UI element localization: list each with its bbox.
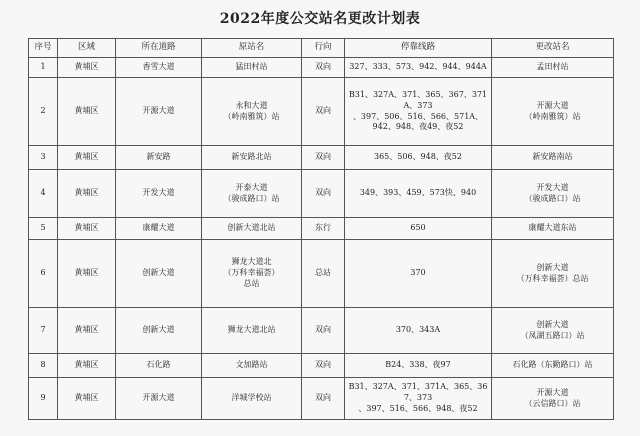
direction-cell: 双向	[302, 308, 345, 354]
direction-cell: 双向	[302, 78, 345, 146]
header-cell: 更改站名	[492, 39, 614, 58]
direction-cell: 双向	[302, 146, 345, 170]
district-cell: 黄埔区	[58, 308, 116, 354]
cell-line: 、397、516、566、948、夜52	[358, 403, 478, 413]
cell-line: B31、327A、371、365、367、371A、373	[348, 89, 488, 110]
district-cell: 黄埔区	[58, 218, 116, 240]
row-number-cell: 9	[29, 378, 58, 420]
cell-line: 370、343A	[395, 325, 441, 335]
row-number-cell: 4	[29, 170, 58, 218]
direction-cell: 东行	[302, 218, 345, 240]
new-station-name-cell	[492, 354, 614, 378]
cell-line: 新安路北站	[231, 152, 272, 162]
cell-line: 开源大道	[536, 100, 569, 110]
table-row	[29, 218, 614, 240]
header-cell: 停靠线路	[345, 39, 492, 58]
road-cell: 开发大道	[116, 170, 202, 218]
cell-line: 洋城学校站	[231, 393, 272, 403]
direction-cell: 双向	[302, 378, 345, 420]
district-cell: 黄埔区	[58, 146, 116, 170]
road-cell: 开源大道	[116, 378, 202, 420]
direction-cell: 双向	[302, 354, 345, 378]
cell-line: 、397、506、516、566、571A、	[352, 111, 484, 121]
new-station-name-cell	[492, 170, 614, 218]
cell-line: （骏成路口）站	[223, 193, 280, 203]
old-station-name-cell	[202, 78, 302, 146]
cell-line: 新安路南站	[532, 152, 573, 162]
cell-line: 349、393、459、573快、940	[359, 188, 477, 198]
row-number-cell: 5	[29, 218, 58, 240]
cell-line: 创新大道	[536, 319, 569, 329]
document-title: 2022年度公交站名更改计划表	[219, 11, 421, 27]
routes-cell	[345, 378, 492, 420]
table-header-row	[29, 39, 614, 58]
cell-line: 永和大道	[235, 100, 268, 110]
cell-line: 文加路站	[235, 360, 268, 370]
cell-line: 327、333、573、942、944、944A	[349, 62, 487, 72]
direction-cell: 双向	[302, 170, 345, 218]
cell-line: （云信路口）站	[524, 398, 581, 408]
road-cell: 香雪大道	[116, 58, 202, 78]
table-row	[29, 378, 614, 420]
cell-line: 开源大道	[536, 387, 569, 397]
cell-line: （万科幸福荟）总站	[516, 273, 589, 283]
row-number-cell: 1	[29, 58, 58, 78]
old-station-name-cell	[202, 354, 302, 378]
road-cell: 创新大道	[116, 240, 202, 308]
header-cell: 原站名	[202, 39, 302, 58]
cell-line: 开发大道	[536, 182, 569, 192]
new-station-name-cell	[492, 78, 614, 146]
cell-line: 狮龙大道北	[231, 257, 272, 267]
cell-line: B24、338、夜97	[385, 360, 451, 370]
cell-line: 猛田村站	[235, 62, 268, 72]
row-number-cell: 3	[29, 146, 58, 170]
cell-line: 创新大道北站	[227, 223, 276, 233]
new-station-name-cell	[492, 146, 614, 170]
new-station-name-cell	[492, 240, 614, 308]
cell-line: 942、948、夜49、夜52	[372, 122, 464, 132]
old-station-name-cell	[202, 218, 302, 240]
district-cell: 黄埔区	[58, 240, 116, 308]
road-cell: 石化路	[116, 354, 202, 378]
rename-plan-table	[28, 38, 614, 420]
cell-line: 365、506、948、夜52	[374, 152, 462, 162]
old-station-name-cell	[202, 308, 302, 354]
old-station-name-cell	[202, 58, 302, 78]
old-station-name-cell	[202, 146, 302, 170]
cell-line: （岭南雅筑）站	[524, 111, 581, 121]
cell-line: 370	[410, 268, 426, 278]
header-cell: 所在道路	[116, 39, 202, 58]
district-cell: 黄埔区	[58, 170, 116, 218]
cell-line: B31、327A、371、371A、365、367、373	[348, 382, 488, 403]
routes-cell	[345, 78, 492, 146]
routes-cell	[345, 240, 492, 308]
old-station-name-cell	[202, 378, 302, 420]
row-number-cell: 6	[29, 240, 58, 308]
road-cell: 开源大道	[116, 78, 202, 146]
header-cell: 区域	[58, 39, 116, 58]
cell-line: 狮龙大道北站	[227, 325, 276, 335]
header-cell: 行向	[302, 39, 345, 58]
cell-line: （骏成路口）站	[524, 193, 581, 203]
routes-cell	[345, 58, 492, 78]
cell-line: （万科幸福荟）	[223, 268, 280, 278]
table-row	[29, 308, 614, 354]
new-station-name-cell	[492, 218, 614, 240]
district-cell: 黄埔区	[58, 78, 116, 146]
routes-cell	[345, 218, 492, 240]
table-row	[29, 146, 614, 170]
table-row	[29, 170, 614, 218]
district-cell: 黄埔区	[58, 378, 116, 420]
routes-cell	[345, 170, 492, 218]
cell-line: 创新大道	[536, 262, 569, 272]
cell-line: 开泰大道	[235, 182, 268, 192]
row-number-cell: 7	[29, 308, 58, 354]
cell-line: 650	[410, 223, 426, 233]
direction-cell: 总站	[302, 240, 345, 308]
cell-line: （岭南雅筑）站	[223, 111, 280, 121]
new-station-name-cell	[492, 308, 614, 354]
row-number-cell: 2	[29, 78, 58, 146]
routes-cell	[345, 354, 492, 378]
road-cell: 创新大道	[116, 308, 202, 354]
cell-line: 总站	[243, 278, 260, 288]
table-row	[29, 58, 614, 78]
row-number-cell: 8	[29, 354, 58, 378]
table-row	[29, 78, 614, 146]
new-station-name-cell	[492, 58, 614, 78]
district-cell: 黄埔区	[58, 58, 116, 78]
routes-cell	[345, 308, 492, 354]
old-station-name-cell	[202, 170, 302, 218]
old-station-name-cell	[202, 240, 302, 308]
district-cell: 黄埔区	[58, 354, 116, 378]
new-station-name-cell	[492, 378, 614, 420]
cell-line: （凤湖五路口）站	[520, 330, 585, 340]
cell-line: 康耀大道东站	[528, 223, 577, 233]
table-row	[29, 354, 614, 378]
cell-line: 石化路（东勤路口）站	[512, 360, 593, 370]
road-cell: 康耀大道	[116, 218, 202, 240]
direction-cell: 双向	[302, 58, 345, 78]
cell-line: 孟田村站	[536, 62, 569, 72]
table-row	[29, 240, 614, 308]
routes-cell	[345, 146, 492, 170]
header-cell: 序号	[29, 39, 58, 58]
road-cell: 新安路	[116, 146, 202, 170]
